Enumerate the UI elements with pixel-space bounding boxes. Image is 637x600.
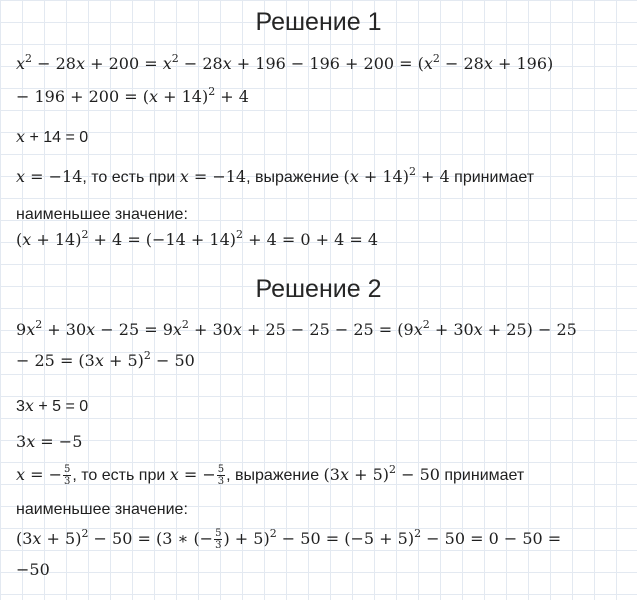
solution-1-line-5: наименьшее значение: <box>16 206 188 223</box>
solution-2-line-7: $(3x + 5)^2 - 50 = (3$ ∗ (− $\frac{5}{3}$ ) + $5)^2 - 50 = (-5 + 5)^2 - 50 = 0 - 50$ = <box>16 527 562 551</box>
solution-2-line-1: $9x^2 + 30x - 25 = 9x^2 + 30x + 25 - 25 - 25 = (9x^2 + 30x + 25) - 25$ <box>16 318 577 339</box>
solution-1-line-2: − $196 + 200 = (x + 14)^2 + 4$ <box>16 85 249 106</box>
solution-1-line-4: x = −14, то есть при x = −14, выражение $(x + 14)^2 + 4$ принимает <box>16 165 535 186</box>
s2-line5-connector: , то есть при <box>72 467 170 484</box>
s2-line5-expression-word: , выражение <box>226 467 324 484</box>
solution-2-line-4: 3x = −5 <box>16 432 83 451</box>
solution-1-title: Решение 1 <box>255 8 382 36</box>
solution-1-line-6: $(x + 14)^2 + 4 = (-14 + 14)^2 + 4 = 0 + 4 = 4$ <box>16 228 379 249</box>
s2-line5-verb: принимает <box>439 467 525 484</box>
fraction-five-thirds: $\frac{5}{3}$ <box>64 464 71 487</box>
solution-2-line-8: −50 <box>16 560 50 579</box>
fraction-five-thirds: $\frac{5}{3}$ <box>217 464 225 487</box>
solution-1-line-1: $x^2 - 28x + 200 = x^2 - 28x + 196 - 196 + 200 = (x^2 - 28x + 196)$ <box>16 52 554 73</box>
solution-2-line-5: x = − $\frac{5}{3}$ , то есть при x = − $\frac{5}{3}$ , выражение $(3x + 5)^2 - 50$ принимает <box>16 463 525 487</box>
solution-2-line-2: − $25 = (3x + 5)^2 - 50$ <box>16 349 195 370</box>
solution-2-title: Решение 2 <box>255 275 382 303</box>
s1-line4-connector: , то есть при <box>82 169 180 186</box>
solution-1-line-3: x + 14 = 0 <box>16 127 89 146</box>
s1-line4-verb: принимает <box>449 169 535 186</box>
solution-2-line-3: 3x + 5 = 0 <box>16 396 89 415</box>
solution-2-line-6: наименьшее значение: <box>16 501 188 518</box>
s1-line4-expression-word: , выражение <box>246 169 344 186</box>
fraction-five-thirds: $\frac{5}{3}$ <box>215 528 222 551</box>
